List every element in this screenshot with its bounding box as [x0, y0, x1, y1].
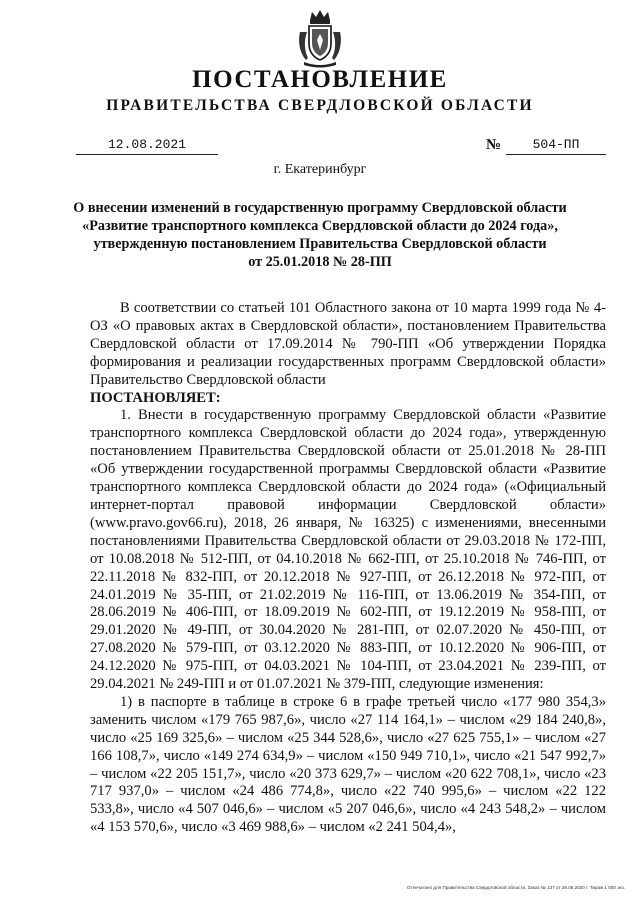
- issue-city: г. Екатеринбург: [273, 162, 367, 177]
- decree-word: ПОСТАНОВЛЯЕТ:: [90, 389, 221, 406]
- document-heading-line: «Развитие транспортного комплекса Свердловской области до 2024 года»,: [82, 218, 558, 234]
- document-heading-line: от 25.01.2018 № 28-ПП: [248, 254, 392, 270]
- document-body: [90, 300, 606, 837]
- document-type-title: ПОСТАНОВЛЕНИЕ: [192, 66, 448, 93]
- print-imprint: Отпечатано для Правительства Свердловской области. Заказ № 137 от 29.06.2020 г. Тираж 1 500 экз.: [406, 885, 625, 890]
- item-1-paragraph: 1. Внести в государственную программу Свердловской области «Развитие транспортного комплекса Свердловской области до 2024 года», утвержденную постановлением Правительства Свердловской области от 25.01.2018 № 28-ПП «Об утверждении государственной программы Свердловской области «Развитие транспортного комплекса Свердловской области до 2024 года» («Официальный интернет-портал правовой информации Свердловской области» (www.pravo.gov66.ru), 2018, 26 января, № 16325) с изменениями, внесенными постановлениями Правительства Свердловской области от 29.03.2018 № 172-ПП, от 10.08.2018 № 512-ПП, от 04.10.2018 № 662-ПП, от 25.10.2018 № 746-ПП, от 22.11.2018 № 832-ПП, от 20.12.2018 № 927-ПП, от 26.12.2018 № 972-ПП, от 24.01.2019 № 35-ПП, от 21.02.2019 № 116-ПП, от 13.06.2019 № 354-ПП, от 28.06.2019 № 406-ПП, от 18.09.2019 № 602-ПП, от 19.12.2019 № 958-ПП, от 29.01.2020 № 49-ПП, от 30.04.2020 № 281-ПП, от 02.07.2020 № 450-ПП, от 27.08.2020 № 579-ПП, от 03.12.2020 № 883-ПП, от 10.12.2020 № 906-ПП, от 24.12.2020 № 975-ПП, от 04.03.2021 № 104-ПП, от 23.04.2021 № 239-ПП, от 29.04.2021 № 249-ПП и от 01.07.2021 № 379-ПП, следующие изменения:: [90, 407, 606, 693]
- document-heading: [60, 199, 580, 271]
- document-number: 504-ПП: [506, 137, 606, 155]
- issuing-authority: ПРАВИТЕЛЬСТВА СВЕРДЛОВСКОЙ ОБЛАСТИ: [106, 97, 534, 114]
- preamble-paragraph: В соответствии со статьей 101 Областного закона от 10 марта 1999 года № 4-ОЗ «О правовых актах в Свердловской области», постановлением Правительства Свердловской области от 17.09.2014 № 790-ПП «Об утверждении Порядка формирования и реализации государственных программ Свердловской области» Правительство Свердловской области: [90, 300, 606, 388]
- document-heading-line: О внесении изменений в государственную программу Свердловской области: [73, 200, 567, 216]
- sverdlovsk-coat-of-arms-icon: [296, 10, 344, 68]
- item-1-1-paragraph: 1) в паспорте в таблице в строке 6 в графе третьей число «177 980 354,3» заменить числом «179 765 987,6», число «27 114 164,1» – числом «29 184 240,8», число «25 169 325,6» – числом «25 344 528,6», число «27 625 755,1» – числом «27 166 108,7», число «149 274 634,9» – числом «150 949 710,1», число «21 547 992,7» – числом «22 205 151,7», число «20 373 629,7» – числом «20 622 708,1», число «23 717 937,0» – числом «24 486 774,8», число «22 740 995,6» – числом «22 122 533,8», число «4 507 046,6» – числом «5 207 046,6», число «4 243 548,2» – числом «4 153 570,6», число «3 469 988,6» – числом «2 241 504,4»,: [90, 693, 606, 836]
- document-date: 12.08.2021: [76, 137, 218, 155]
- number-sign: №: [486, 137, 502, 153]
- document-heading-line: утвержденную постановлением Правительства Свердловской области: [93, 236, 547, 252]
